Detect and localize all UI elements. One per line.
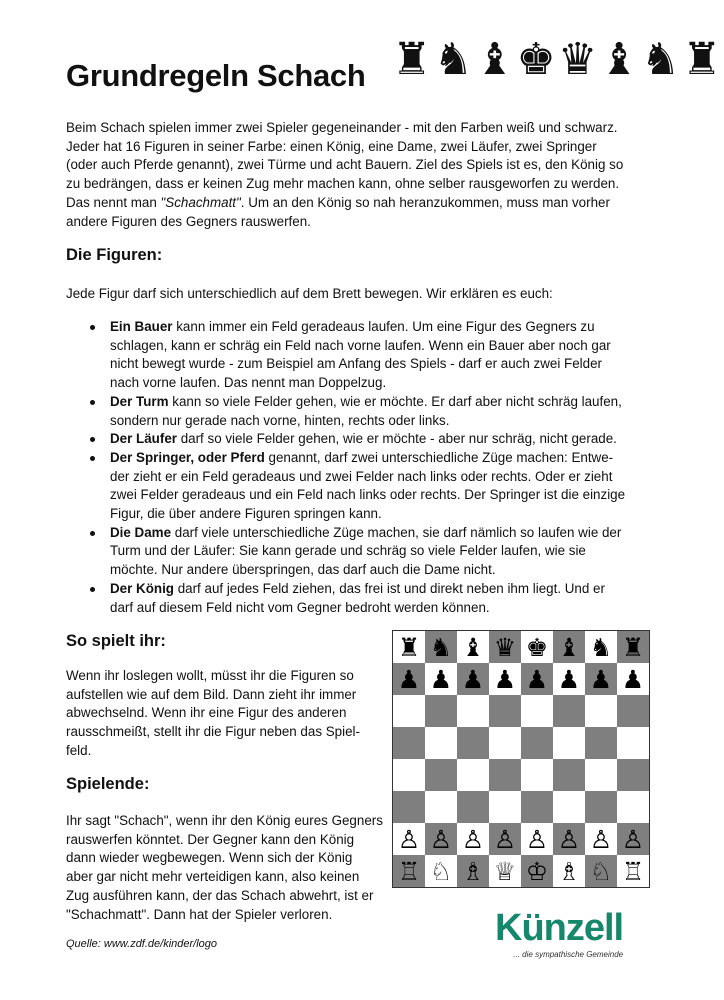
- board-square: ♙: [393, 823, 425, 855]
- board-square: ♟: [425, 663, 457, 695]
- board-square: ♟: [489, 663, 521, 695]
- piece-name: Der Turm: [110, 393, 169, 409]
- board-square: [489, 727, 521, 759]
- text: Figur, die über andere Figuren springen kann.: [110, 506, 382, 522]
- logo-wordmark: Künzell: [495, 907, 624, 949]
- chess-piece-icon: ♝: [474, 34, 517, 85]
- intro-line: (oder auch Pferde genannt), zwei Türme und acht Bauern. Ziel des Spiels ist es, den König so: [66, 157, 624, 173]
- source-note: Quelle: www.zdf.de/kinder/logo: [66, 938, 218, 950]
- board-square: [489, 759, 521, 791]
- board-square: ♟: [585, 663, 617, 695]
- board-square: [393, 759, 425, 791]
- intro-line: zu bedrängen, dass er keinen Zug mehr machen kann, ohne selber rausgeworfen zu werden.: [66, 176, 620, 192]
- board-square: ♚: [521, 631, 553, 663]
- list-item: [88, 318, 625, 393]
- text: darf viele unterschiedliche Züge machen, sie darf nämlich so laufen wie der: [171, 524, 622, 540]
- board-square: [553, 759, 585, 791]
- chess-piece-icon: ♜: [392, 34, 434, 85]
- text: sondern nur gerade nach vorne, hinten, rechts oder links.: [110, 412, 450, 428]
- text: nicht bewegt wurde - zum Beispiel am Anfang des Spiels - darf er auch zwei Felder: [110, 356, 602, 372]
- board-square: ♘: [585, 855, 617, 887]
- board-square: ♙: [585, 823, 617, 855]
- board-square: [521, 759, 553, 791]
- board-square: ♖: [617, 855, 649, 887]
- line: aber gar nicht mehr verteidigen kann, also keinen: [66, 869, 360, 885]
- text: zwei Felder geradeaus und ein Feld nach links oder rechts. Der Springer ist die einzige: [110, 487, 626, 503]
- piece-name: Ein Bauer: [110, 319, 173, 334]
- line: "Schachmatt". Dann hat der Spieler verloren.: [66, 906, 333, 922]
- line: aufstellen wie auf dem Bild. Dann zieht ihr immer: [66, 686, 357, 702]
- chess-piece-icon: ♞: [433, 34, 475, 85]
- text: . Um an den König so nah heranzukommen, muss man vorher: [240, 194, 610, 210]
- spielt-paragraph: [66, 667, 360, 761]
- board-square: [457, 727, 489, 759]
- list-item: [88, 393, 625, 430]
- intro-line: andere Figuren des Gegners rauswerfen.: [66, 213, 311, 229]
- board-square: ♟: [553, 663, 585, 695]
- board-square: ♙: [617, 823, 649, 855]
- board-square: [457, 695, 489, 727]
- board-square: ♟: [457, 663, 489, 695]
- chess-piece-icon: ♚: [516, 34, 558, 85]
- list-item: [88, 430, 625, 449]
- heading-so-spielt-ihr: So spielt ihr:: [66, 632, 166, 650]
- board-square: ♖: [393, 855, 425, 887]
- figuren-list: [88, 318, 625, 617]
- list-item: [88, 524, 625, 580]
- board-square: [617, 759, 649, 791]
- chess-piece-icon: ♝: [599, 34, 641, 85]
- board-square: [553, 791, 585, 823]
- text: kann so viele Felder gehen, wie er möchte. Er darf aber nicht schräg laufen,: [168, 393, 622, 409]
- board-square: ♙: [553, 823, 585, 855]
- intro-line: Jeder hat 16 Figuren in seiner Farbe: einen König, eine Dame, zwei Läufer, zwei Springer: [66, 138, 597, 154]
- page-title: Grundregeln Schach: [66, 58, 366, 93]
- piece-name: Der König: [110, 580, 174, 596]
- board-square: ♗: [457, 855, 489, 887]
- board-square: ♞: [425, 631, 457, 663]
- kuenzell-logo: [495, 908, 623, 959]
- board-square: [585, 791, 617, 823]
- logo-tagline: ... die sympathische Gemeinde: [513, 950, 624, 959]
- text: darf auf diesem Feld nicht vom Gegner bedroht werden können.: [110, 599, 490, 615]
- text: Turm und der Läufer: Sie kann gerade und schräg so viele Felder laufen, wie sie: [110, 543, 586, 559]
- board-square: [393, 791, 425, 823]
- text: genannt, darf zwei unterschiedliche Züge machen: Entwe-: [264, 449, 614, 465]
- board-square: ♕: [489, 855, 521, 887]
- board-square: ♙: [457, 823, 489, 855]
- line: rausschmeißt, stellt ihr die Figur neben das Spiel-: [66, 724, 360, 740]
- schachmatt-term: "Schachmatt": [160, 194, 241, 210]
- board-square: ♙: [521, 823, 553, 855]
- board-square: ♘: [425, 855, 457, 887]
- board-square: [617, 727, 649, 759]
- board-square: [425, 695, 457, 727]
- board-square: [425, 791, 457, 823]
- list-item: [88, 580, 625, 617]
- text: nach vorne laufen. Das nennt man Doppelzug.: [110, 375, 387, 391]
- line: dann wieder wegbewegen. Wenn sich der König: [66, 850, 353, 866]
- text: Das nennt man: [66, 194, 161, 210]
- chess-piece-icon: ♛: [557, 34, 600, 85]
- text: möchte. Nur andere überspringen, das darf auch die Dame nicht.: [110, 562, 496, 578]
- text: darf auf jedes Feld ziehen, das frei ist und direkt neben ihm liegt. Und er: [173, 580, 605, 596]
- line: feld.: [66, 742, 92, 758]
- board-square: [585, 695, 617, 727]
- board-square: ♟: [617, 663, 649, 695]
- board-square: ♜: [617, 631, 649, 663]
- line: Ihr sagt "Schach", wenn ihr den König eures Gegners: [66, 813, 383, 828]
- line: abwechselnd. Wenn ihr eine Figur des anderen: [66, 705, 347, 721]
- board-square: [521, 791, 553, 823]
- board-square: [553, 727, 585, 759]
- board-square: [393, 727, 425, 759]
- board-square: ♜: [393, 631, 425, 663]
- text: der zieht er ein Feld geradeaus und zwei Felder nach links oder rechts. Oder er zieht: [110, 468, 613, 484]
- board-square: [617, 695, 649, 727]
- board-square: [425, 727, 457, 759]
- line: rauswerfen könntet. Der Gegner kann den König: [66, 831, 355, 847]
- board-square: ♝: [553, 631, 585, 663]
- board-square: [617, 791, 649, 823]
- board-square: [393, 695, 425, 727]
- board-square: ♙: [425, 823, 457, 855]
- piece-name: Die Dame: [110, 524, 172, 540]
- board-square: ♝: [457, 631, 489, 663]
- intro-paragraph: [66, 119, 623, 231]
- header-chess-pieces: [392, 30, 724, 90]
- line: Wenn ihr loslegen wollt, müsst ihr die Figuren so: [66, 668, 354, 683]
- board-square: ♛: [489, 631, 521, 663]
- board-square: [585, 759, 617, 791]
- board-square: [457, 791, 489, 823]
- heading-figuren: Die Figuren:: [66, 246, 163, 264]
- text: darf so viele Felder gehen, wie er möchte - aber nur schräg, nicht gerade.: [176, 431, 617, 447]
- line: Zug ausführen kann, der das Schach abwehrt, ist er: [66, 887, 374, 903]
- board-square: [585, 727, 617, 759]
- board-square: [521, 695, 553, 727]
- piece-name: Der Springer, oder Pferd: [110, 449, 265, 465]
- board-square: [425, 759, 457, 791]
- board-square: ♟: [521, 663, 553, 695]
- board-square: ♟: [393, 663, 425, 695]
- figuren-lead: Jede Figur darf sich unterschiedlich auf dem Brett bewegen. Wir erklären es euch:: [66, 286, 553, 301]
- chess-piece-icon: ♜: [682, 34, 724, 85]
- list-item: [88, 449, 625, 524]
- chessboard-image: [392, 630, 650, 888]
- board-square: ♗: [553, 855, 585, 887]
- intro-line: Beim Schach spielen immer zwei Spieler gegeneinander - mit den Farben weiß und schwarz.: [66, 120, 618, 135]
- chess-piece-icon: ♞: [640, 34, 683, 85]
- board-square: ♙: [489, 823, 521, 855]
- board-square: [489, 695, 521, 727]
- board-square: [553, 695, 585, 727]
- board-square: [489, 791, 521, 823]
- board-square: [457, 759, 489, 791]
- text: kann immer ein Feld geradeaus laufen. Um eine Figur des Gegners zu: [172, 319, 595, 334]
- intro-line: [66, 194, 623, 213]
- spielende-paragraph: [66, 812, 383, 924]
- piece-name: Der Läufer: [110, 431, 177, 447]
- text: schlagen, kann er schräg ein Feld nach vorne laufen. Wenn ein Bauer aber noch gar: [110, 337, 611, 353]
- board-square: ♞: [585, 631, 617, 663]
- board-square: [521, 727, 553, 759]
- heading-spielende: Spielende:: [66, 775, 150, 793]
- board-square: ♔: [521, 855, 553, 887]
